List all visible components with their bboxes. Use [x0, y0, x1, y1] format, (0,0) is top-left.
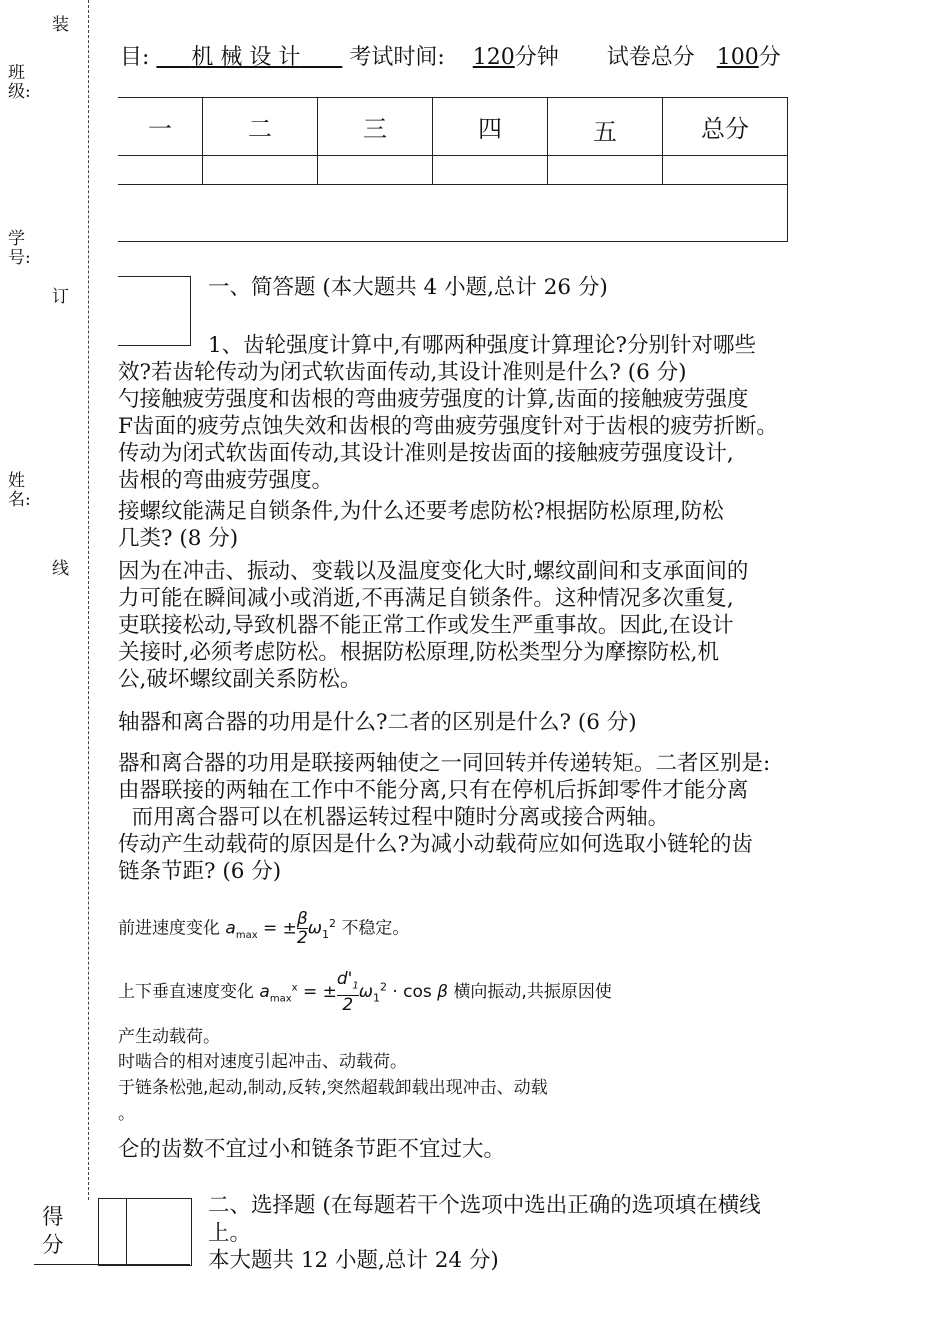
section1-line: 效?若齿轮传动为闭式软齿面传动,其设计准则是什么? (6 分) — [118, 360, 687, 385]
total-unit: 分 — [758, 45, 781, 70]
col-3: 三 — [318, 98, 433, 156]
score-cell-4[interactable] — [433, 156, 548, 185]
score-cell-1[interactable] — [118, 156, 203, 185]
col-total: 总分 — [663, 98, 788, 156]
section1-line: 几类? (8 分) — [118, 526, 239, 551]
score-label-1: 得 — [42, 1205, 64, 1230]
col-1: 一 — [118, 98, 203, 156]
student-id-label: 学号: — [8, 229, 31, 268]
margin-xian: 线 — [52, 559, 69, 579]
margin-zhuang: 装 — [52, 15, 69, 35]
time-unit: 分钟 — [514, 45, 559, 70]
section1-line: 器和离合器的功用是联接两轴使之一同回转并传递转矩。二者区别是: — [118, 751, 771, 776]
col-2: 二 — [203, 98, 318, 156]
score-cell-2[interactable] — [203, 156, 318, 185]
score-blank-row — [118, 185, 788, 242]
score-cell-total[interactable] — [663, 156, 788, 185]
score-label-2: 分 — [42, 1233, 64, 1258]
section1-line: 链条节距? (6 分) — [118, 859, 282, 884]
subject-label: 目: — [120, 45, 150, 70]
section1-line: 关接时,必须考虑防松。根据防松原理,防松类型分为摩擦防松,机 — [118, 640, 720, 665]
section1-line: 而用离合器可以在机器运转过程中随时分离或接合两轴。 — [118, 805, 670, 830]
section2-title-1: 二、选择题 (在每题若干个选项中选出正确的选项填在横线 — [208, 1193, 761, 1218]
section1-line: 1、齿轮强度计算中,有哪两种强度计算理论?分别针对哪些 — [208, 333, 757, 358]
formula-vertical-speed: 上下垂直速度变化 $a_{max}^x$ = ± $\frac{d'_1}{2}$ $\omega_1^2 \cdot \cos \beta$ 横向振动,共振原因使 — [118, 969, 612, 1016]
section1-line: 勺接触疲劳强度和齿根的弯曲疲劳强度的计算,齿面的接触疲劳强度 — [118, 387, 749, 412]
time-value: 120 — [472, 45, 515, 70]
time-label: 考试时间: — [349, 45, 445, 70]
section1-line: F齿面的疲劳点蚀失效和齿根的弯曲疲劳强度针对于齿根的疲劳折断。 — [118, 414, 778, 439]
section1-line: 传动为闭式软齿面传动,其设计准则是按齿面的接触疲劳强度设计, — [118, 441, 734, 466]
subject-value: 机 械 设 计 — [191, 45, 301, 70]
small-line: 时啮合的相对速度引起冲击、动载荷。 — [118, 1052, 407, 1072]
small-line: 产生动载荷。 — [118, 1027, 220, 1047]
col-5: 五 — [548, 98, 663, 156]
col-4: 四 — [433, 98, 548, 156]
score-table — [118, 97, 788, 242]
small-line: 于链条松弛,起动,制动,反转,突然超载卸载出现冲击、动载 — [118, 1078, 548, 1098]
section1-line: 轴器和离合器的功用是什么?二者的区别是什么? (6 分) — [118, 710, 637, 735]
section1-line: 力可能在瞬间减小或消逝,不再满足自锁条件。这种情况多次重复, — [118, 586, 734, 611]
small-line: 。 — [118, 1104, 135, 1124]
score-cell-5[interactable] — [548, 156, 663, 185]
exam-header — [120, 40, 781, 71]
section1-body — [118, 332, 918, 885]
section2-title-2: 上。 — [208, 1221, 252, 1246]
total-value: 100 — [716, 45, 759, 70]
section1-line: 因为在冲击、振动、变载以及温度变化大时,螺纹副间和支承面间的 — [118, 559, 749, 584]
section1-line: 齿根的弯曲疲劳强度。 — [118, 468, 334, 493]
name-label: 姓名: — [8, 471, 31, 510]
class-label: 班级: — [8, 63, 31, 102]
score-cell-3[interactable] — [318, 156, 433, 185]
section1-line: 吏联接松动,导致机器不能正常工作或发生严重事故。因此,在设计 — [118, 613, 734, 638]
section1-last-line: 仑的齿数不宜过小和链条节距不宜过大。 — [118, 1137, 506, 1162]
margin-ding: 订 — [52, 287, 69, 307]
section2-title-3: 本大题共 12 小题,总计 24 分) — [208, 1248, 499, 1273]
section2-score-box — [34, 1198, 190, 1264]
formula-forward-speed: 前进速度变化 $a_{max}$ = ± $\frac{\beta}{2}$ $\omega_1^2$ 不稳定。 — [118, 909, 410, 948]
total-label: 试卷总分 — [606, 45, 695, 70]
section1-line: 由器联接的两轴在工作中不能分离,只有在停机后拆卸零件才能分离 — [118, 778, 749, 803]
section1-line: 接螺纹能满足自锁条件,为什么还要考虑防松?根据防松原理,防松 — [118, 499, 724, 524]
binding-line — [88, 0, 89, 1200]
section1-line: 传动产生动载荷的原因是什么?为减小动载荷应如何选取小链轮的齿 — [118, 832, 754, 857]
section1-title: 一、简答题 (本大题共 4 小题,总计 26 分) — [208, 275, 608, 300]
section1-line: 公,破坏螺纹副关系防松。 — [118, 667, 362, 692]
